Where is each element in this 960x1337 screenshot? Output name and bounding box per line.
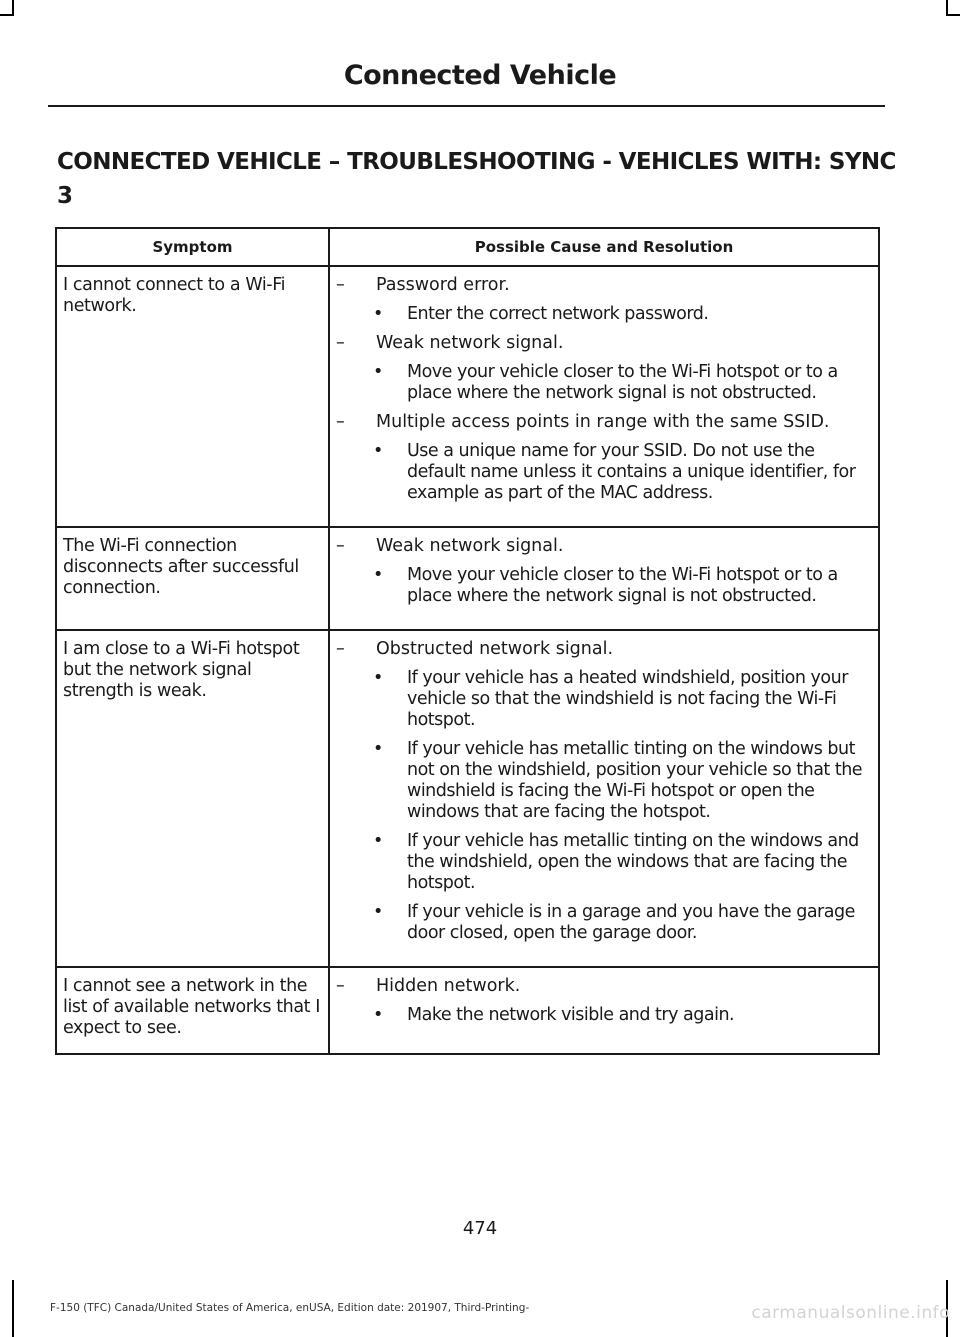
cause-text: Hidden network. (376, 976, 521, 996)
dash-marker: – (336, 412, 345, 432)
cause-item (336, 536, 872, 557)
symptom-cell: I cannot connect to a Wi-Fi network. (56, 266, 329, 527)
cause-item (336, 976, 872, 997)
cause-text: Multiple access points in range with the same SSID. (376, 412, 830, 432)
resolution-item (371, 304, 872, 325)
resolution-text: Move your vehicle closer to the Wi-Fi hotspot or to a place where the network signal is not obstructed. (407, 565, 838, 606)
column-header-symptom: Symptom (56, 228, 329, 266)
dash-marker: – (336, 536, 345, 556)
table-row (56, 967, 879, 1054)
resolution-text: Use a unique name for your SSID. Do not use the default name unless it contains a unique identifier, for example as part of the MAC address. (407, 441, 856, 503)
crop-mark-bottom-left (12, 1280, 14, 1337)
bullet-marker: • (373, 831, 383, 851)
footer-edition: F-150 (TFC) Canada/United States of America, enUSA, Edition date: 201907, Third-Printing- (50, 1302, 530, 1314)
bullet-marker: • (373, 1005, 383, 1025)
cause-item (336, 333, 872, 354)
dash-marker: – (336, 275, 345, 295)
cause-block (336, 275, 872, 325)
resolution-item (371, 902, 872, 944)
resolution-item (371, 1005, 872, 1026)
cause-block (336, 333, 872, 404)
resolution-cell (329, 266, 879, 527)
resolution-cell (329, 527, 879, 630)
bullet-marker: • (373, 441, 383, 461)
resolution-item (371, 362, 872, 404)
troubleshooting-table (55, 227, 880, 1055)
resolution-list (371, 441, 872, 504)
resolution-text: Move your vehicle closer to the Wi-Fi hotspot or to a place where the network signal is not obstructed. (407, 362, 838, 403)
cause-block (336, 412, 872, 504)
dash-marker: – (336, 333, 345, 353)
cause-text: Weak network signal. (376, 536, 564, 556)
dash-marker: – (336, 639, 345, 659)
cause-text: Weak network signal. (376, 333, 564, 353)
column-header-resolution: Possible Cause and Resolution (329, 228, 879, 266)
resolution-cell (329, 967, 879, 1054)
resolution-item (371, 565, 872, 607)
resolution-list (371, 668, 872, 944)
page-header-title: Connected Vehicle (343, 60, 617, 91)
dash-marker: – (336, 976, 345, 996)
resolution-text: Enter the correct network password. (407, 304, 709, 324)
symptom-cell: The Wi-Fi connection disconnects after successful connection. (56, 527, 329, 630)
table-body (56, 266, 879, 1054)
resolution-text: If your vehicle has metallic tinting on the windows and the windshield, open the windows that are facing the hotspot. (407, 831, 859, 893)
cause-block (336, 536, 872, 607)
cause-block (336, 639, 872, 944)
bullet-marker: • (373, 902, 383, 922)
resolution-list (371, 304, 872, 325)
cause-text: Password error. (376, 275, 510, 295)
watermark: carmanualsonline.info (751, 1303, 950, 1323)
table-row (56, 630, 879, 967)
resolution-text: If your vehicle is in a garage and you have the garage door closed, open the garage door. (407, 902, 855, 943)
crop-mark-top-right (946, 14, 960, 16)
symptom-cell: I am close to a Wi-Fi hotspot but the network signal strength is weak. (56, 630, 329, 967)
section-title: CONNECTED VEHICLE – TROUBLESHOOTING - VEHICLES WITH: SYNC 3 (57, 149, 896, 209)
table-header-row (56, 228, 879, 266)
bullet-marker: • (373, 304, 383, 324)
cause-item (336, 639, 872, 660)
crop-mark-top-left (0, 14, 14, 16)
bullet-marker: • (373, 362, 383, 382)
cause-text: Obstructed network signal. (376, 639, 614, 659)
cause-item (336, 412, 872, 433)
resolution-item (371, 441, 872, 504)
resolution-cell (329, 630, 879, 967)
symptom-cell: I cannot see a network in the list of available networks that I expect to see. (56, 967, 329, 1054)
bullet-marker: • (373, 565, 383, 585)
resolution-list (371, 565, 872, 607)
resolution-item (371, 831, 872, 894)
resolution-list (371, 362, 872, 404)
resolution-item (371, 739, 872, 823)
bullet-marker: • (373, 668, 383, 688)
table-row (56, 527, 879, 630)
cause-item (336, 275, 872, 296)
bullet-marker: • (373, 739, 383, 759)
resolution-text: If your vehicle has a heated windshield, position your vehicle so that the windshield is not facing the Wi-Fi hotspot. (407, 668, 848, 730)
cause-block (336, 976, 872, 1026)
resolution-text: Make the network visible and try again. (407, 1005, 735, 1025)
table-row (56, 266, 879, 527)
resolution-item (371, 668, 872, 731)
page-number: 474 (462, 1218, 498, 1239)
resolution-text: If your vehicle has metallic tinting on the windows but not on the windshield, position your vehicle so that the windshield is facing the Wi-Fi hotspot or open the windows that are facing the hotspot. (407, 739, 863, 822)
resolution-list (371, 1005, 872, 1026)
header-divider (48, 105, 885, 107)
